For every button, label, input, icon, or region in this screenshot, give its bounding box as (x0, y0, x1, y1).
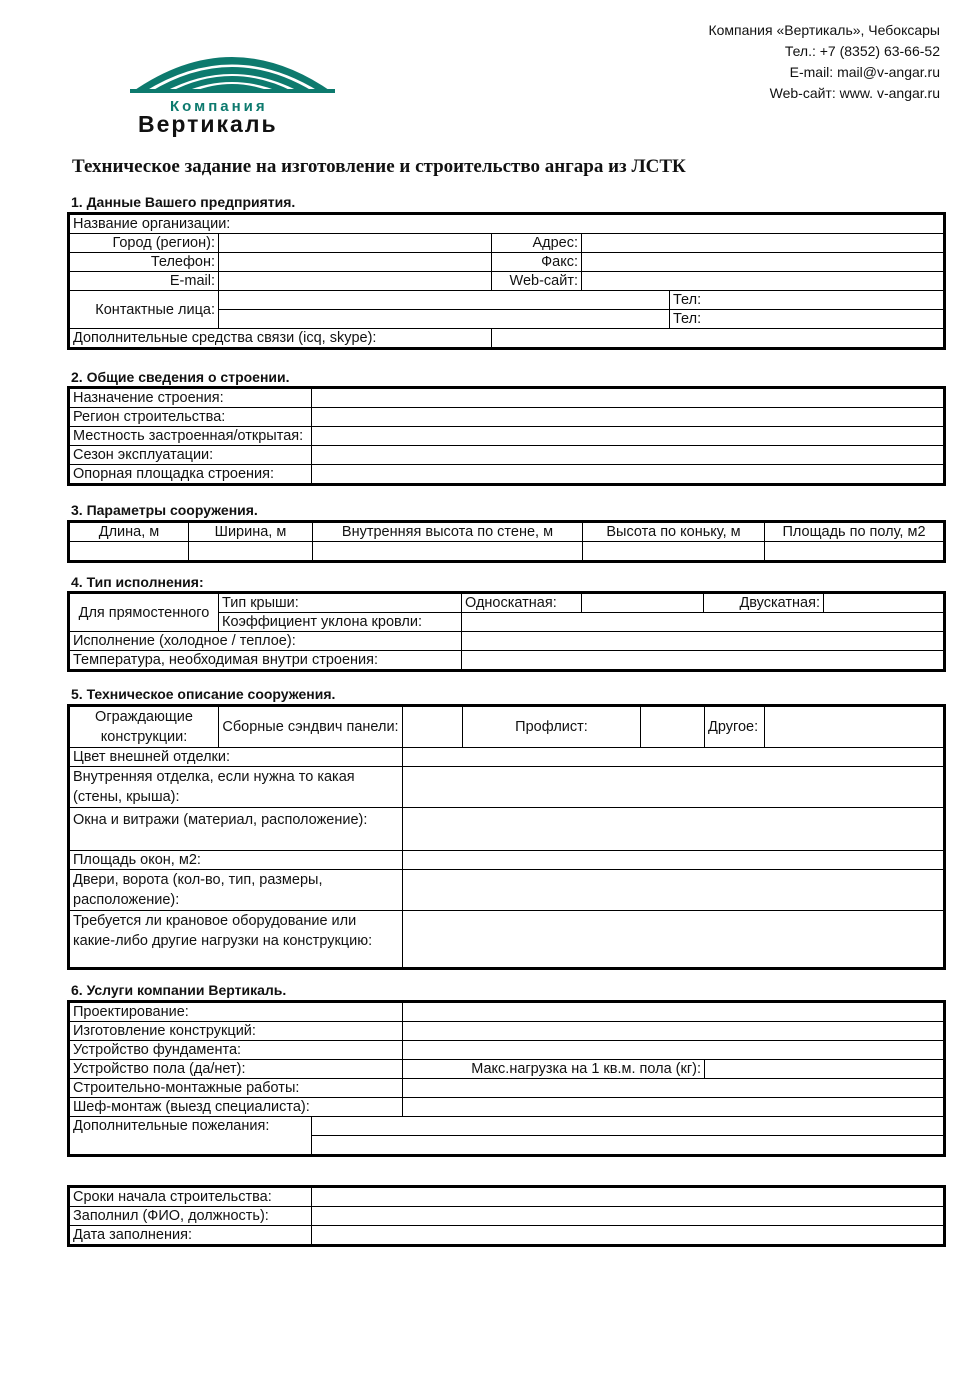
start-field[interactable] (312, 1187, 945, 1207)
company-email: E-mail: mail@v-angar.ru (789, 64, 940, 80)
date-label: Дата заполнения: (69, 1226, 312, 1246)
enclosing-label: Ограждающие конструкции: (69, 706, 219, 748)
company-website: Web-сайт: www. v-angar.ru (769, 85, 940, 101)
section5-table (67, 704, 946, 970)
org-label: Название организации: (69, 214, 945, 234)
doors-label: Двери, ворота (кол-во, тип, размеры, расположение): (69, 870, 403, 911)
purpose-field[interactable] (312, 388, 945, 408)
profile-field[interactable] (641, 706, 705, 748)
section2-table (67, 386, 946, 486)
sandwich-field[interactable] (403, 706, 463, 748)
section4-table (67, 591, 946, 672)
design-label: Проектирование: (69, 1002, 403, 1022)
temperature-field[interactable] (462, 651, 945, 671)
section6-title: 6. Услуги компании Вертикаль. (71, 982, 287, 998)
section6-table (67, 1000, 946, 1157)
foundation-label: Устройство фундамента: (69, 1041, 403, 1060)
section1-title: 1. Данные Вашего предприятия. (71, 194, 296, 210)
floor-area-header: Площадь по полу, м2 (765, 522, 945, 542)
section1-table (67, 212, 946, 350)
web-label: Web-сайт: (492, 272, 582, 291)
profile-label: Профлист: (463, 706, 641, 748)
address-label: Адрес: (492, 234, 582, 253)
section5-title: 5. Техническое описание сооружения. (71, 686, 336, 702)
doors-field[interactable] (403, 870, 945, 911)
supervision-label: Шеф-монтаж (выезд специалиста): (69, 1098, 403, 1117)
slope-field[interactable] (462, 613, 945, 632)
crane-label: Требуется ли крановое оборудование или какие-либо другие нагрузки на конструкцию: (69, 911, 403, 969)
document-title: Техническое задание на изготовление и строительство ангара из ЛСТК (72, 156, 686, 177)
windows-label: Окна и витражи (материал, расположение): (69, 808, 403, 851)
address-field[interactable] (582, 234, 945, 253)
for-straight-label: Для прямостенного (69, 593, 219, 632)
single-slope-label: Односкатная: (462, 593, 582, 613)
season-label: Сезон эксплуатации: (69, 446, 312, 465)
ridge-height-field[interactable] (583, 542, 765, 562)
footer-table (67, 1185, 946, 1247)
floor-area-field[interactable] (765, 542, 945, 562)
foundation-field[interactable] (403, 1041, 945, 1060)
wall-height-field[interactable] (313, 542, 583, 562)
inner-field[interactable] (403, 767, 945, 808)
fax-label: Факс: (492, 253, 582, 272)
color-field[interactable] (403, 748, 945, 767)
single-slope-field[interactable] (582, 593, 704, 613)
wishes-field-2[interactable] (312, 1136, 945, 1156)
color-label: Цвет внешней отделки: (69, 748, 403, 767)
company-phone: Тел.: +7 (8352) 63-66-52 (784, 43, 940, 59)
length-field[interactable] (69, 542, 189, 562)
fax-field[interactable] (582, 253, 945, 272)
execution-field[interactable] (462, 632, 945, 651)
roof-type-label: Тип крыши: (219, 593, 462, 613)
web-field[interactable] (582, 272, 945, 291)
contact-tel-2[interactable]: Тел: (670, 310, 945, 329)
phone-label: Телефон: (69, 253, 219, 272)
logo-word1: Компания (170, 98, 268, 115)
purpose-label: Назначение строения: (69, 388, 312, 408)
date-field[interactable] (312, 1226, 945, 1246)
inner-label: Внутренняя отделка, если нужна то какая (стены, крыша): (69, 767, 403, 808)
base-field[interactable] (312, 465, 945, 485)
base-label: Опорная площадка строения: (69, 465, 312, 485)
execution-label: Исполнение (холодное / теплое): (69, 632, 462, 651)
double-slope-label: Двускатная: (704, 593, 824, 613)
region-label: Регион строительства: (69, 408, 312, 427)
section3-title: 3. Параметры сооружения. (71, 502, 258, 518)
email-label: E-mail: (69, 272, 219, 291)
other-field[interactable] (765, 706, 945, 748)
extra-contact-label: Дополнительные средства связи (icq, skype): (69, 329, 492, 349)
start-label: Сроки начала строительства: (69, 1187, 312, 1207)
wishes-label: Дополнительные пожелания: (69, 1117, 312, 1156)
other-label: Другое: (705, 706, 765, 748)
ridge-height-header: Высота по коньку, м (583, 522, 765, 542)
crane-field[interactable] (403, 911, 945, 969)
terrain-field[interactable] (312, 427, 945, 446)
section4-title: 4. Тип исполнения: (71, 574, 204, 590)
length-header: Длина, м (69, 522, 189, 542)
manufacturing-label: Изготовление конструкций: (69, 1022, 403, 1041)
window-area-label: Площадь окон, м2: (69, 851, 403, 870)
city-field[interactable] (219, 234, 492, 253)
logo-word2: Вертикаль (138, 111, 278, 137)
contact-person-2-field[interactable] (219, 310, 670, 329)
extra-contact-field[interactable] (492, 329, 945, 349)
section2-title: 2. Общие сведения о строении. (71, 369, 290, 385)
floor-label: Устройство пола (да/нет): (69, 1060, 403, 1079)
terrain-label: Местность застроенная/открытая: (69, 427, 312, 446)
contact-block (708, 20, 940, 104)
windows-field[interactable] (403, 808, 945, 851)
email-field[interactable] (219, 272, 492, 291)
manufacturing-field[interactable] (403, 1022, 945, 1041)
wishes-field-1[interactable] (312, 1117, 945, 1136)
filled-by-label: Заполнил (ФИО, должность): (69, 1207, 312, 1226)
temperature-label: Температура, необходимая внутри строения: (69, 651, 462, 671)
construction-label: Строительно-монтажные работы: (69, 1079, 403, 1098)
filled-by-field[interactable] (312, 1207, 945, 1226)
company-city: Компания «Вертикаль», Чебоксары (708, 22, 940, 38)
construction-field[interactable] (403, 1079, 945, 1098)
wall-height-header: Внутренняя высота по стене, м (313, 522, 583, 542)
region-field[interactable] (312, 408, 945, 427)
double-slope-field[interactable] (824, 593, 945, 613)
slope-label: Коэффициент уклона кровли: (219, 613, 462, 632)
supervision-field[interactable] (403, 1098, 945, 1117)
max-load-label: Макс.нагрузка на 1 кв.м. пола (кг): (403, 1060, 705, 1079)
phone-field[interactable] (219, 253, 492, 272)
width-field[interactable] (189, 542, 313, 562)
window-area-field[interactable] (403, 851, 945, 870)
max-load-field[interactable] (705, 1060, 945, 1079)
contact-tel-1[interactable]: Тел: (670, 291, 945, 310)
sandwich-label: Сборные сэндвич панели: (219, 706, 403, 748)
city-label: Город (регион): (69, 234, 219, 253)
season-field[interactable] (312, 446, 945, 465)
width-header: Ширина, м (189, 522, 313, 542)
design-field[interactable] (403, 1002, 945, 1022)
contacts-label: Контактные лица: (69, 291, 219, 329)
section3-table (67, 520, 946, 563)
contact-person-1-field[interactable] (219, 291, 670, 310)
